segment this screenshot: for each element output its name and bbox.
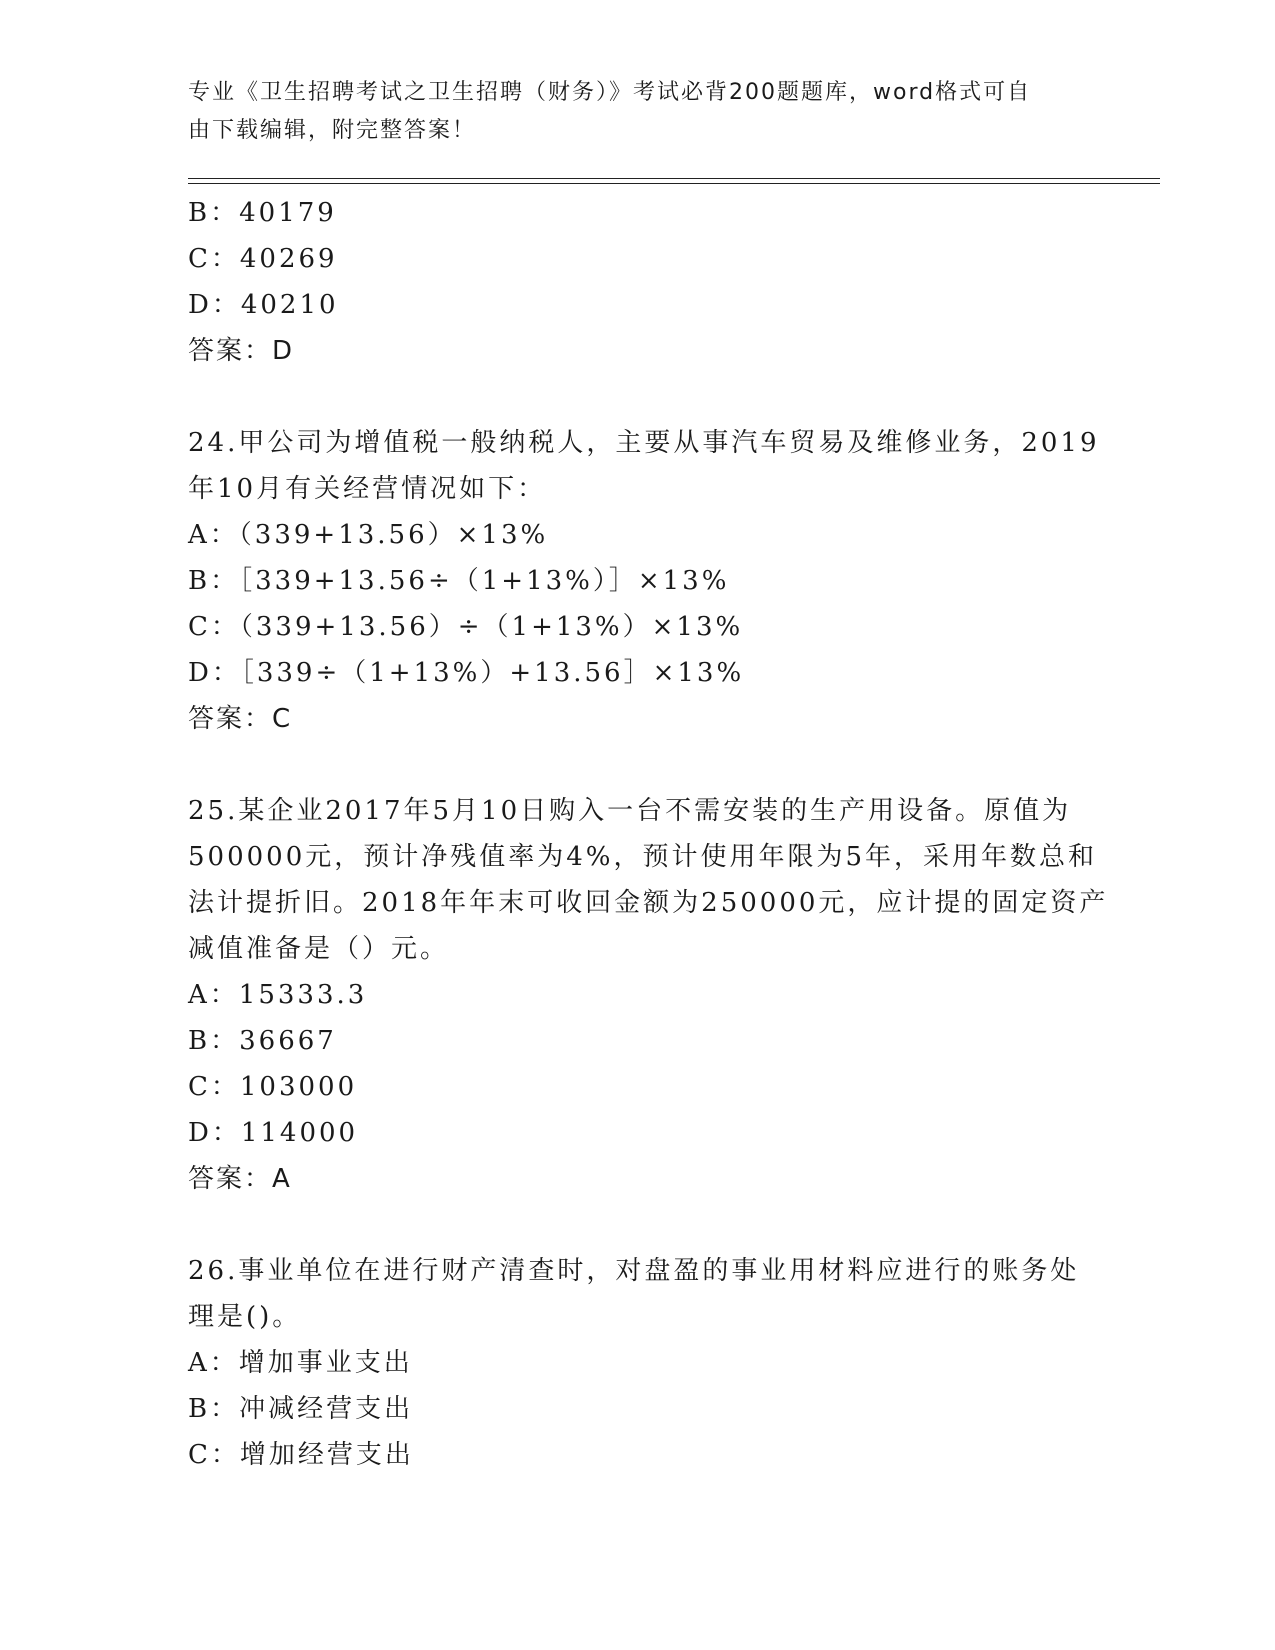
option-d: D：［339÷（1+13%）+13.56］×13% xyxy=(188,658,745,688)
option-b: B：［339+13.56÷（1+13%）］×13% xyxy=(188,566,730,596)
question-24 xyxy=(188,420,1100,742)
question-26 xyxy=(188,1248,1088,1478)
option-c: C：增加经营支出 xyxy=(188,1440,414,1470)
question-stem: 年10月有关经营情况如下： xyxy=(188,474,547,504)
header-line-1: 专业《卫生招聘考试之卫生招聘（财务）》考试必背200题题库，word格式可自 xyxy=(188,80,1032,105)
header-rule-bottom xyxy=(188,183,1160,184)
option-c: C：（339+13.56）÷（1+13%）×13% xyxy=(188,612,744,642)
question-stem: 25.某企业2017年5月10日购入一台不需安装的生产用设备。原值为 xyxy=(188,796,1072,826)
spacer xyxy=(188,1202,1088,1248)
header-rule-top xyxy=(188,178,1160,179)
option-b: B：40179 xyxy=(188,198,337,228)
option-c: C：40269 xyxy=(188,244,338,274)
question-25 xyxy=(188,788,1109,1202)
header-line-2: 由下载编辑，附完整答案！ xyxy=(188,118,477,143)
option-a: A：（339+13.56）×13% xyxy=(188,520,549,550)
option-d: D：40210 xyxy=(188,290,339,320)
question-23-continued xyxy=(188,190,1088,374)
option-a: A：15333.3 xyxy=(188,980,368,1010)
question-stem: 26.事业单位在进行财产清查时，对盘盈的事业用材料应进行的账务处 xyxy=(188,1256,1080,1286)
option-a: A：增加事业支出 xyxy=(188,1348,413,1378)
option-d: D：114000 xyxy=(188,1118,359,1148)
answer-line: 答案：C xyxy=(188,704,293,734)
spacer xyxy=(188,742,1088,788)
document-header xyxy=(188,74,1088,150)
option-b: B：36667 xyxy=(188,1026,337,1056)
question-stem: 500000元，预计净残值率为4%，预计使用年限为5年，采用年数总和 xyxy=(188,842,1098,872)
document-body xyxy=(188,190,1109,1478)
question-stem: 法计提折旧。2018年年末可收回金额为250000元，应计提的固定资产 xyxy=(188,888,1109,918)
question-stem: 理是()。 xyxy=(188,1302,302,1332)
option-b: B：冲减经营支出 xyxy=(188,1394,414,1424)
option-c: C：103000 xyxy=(188,1072,358,1102)
question-stem: 24.甲公司为增值税一般纳税人，主要从事汽车贸易及维修业务，2019 xyxy=(188,428,1100,458)
spacer xyxy=(188,374,1088,420)
question-stem: 减值准备是（）元。 xyxy=(188,934,450,964)
answer-line: 答案：D xyxy=(188,336,295,366)
answer-line: 答案：A xyxy=(188,1164,292,1194)
